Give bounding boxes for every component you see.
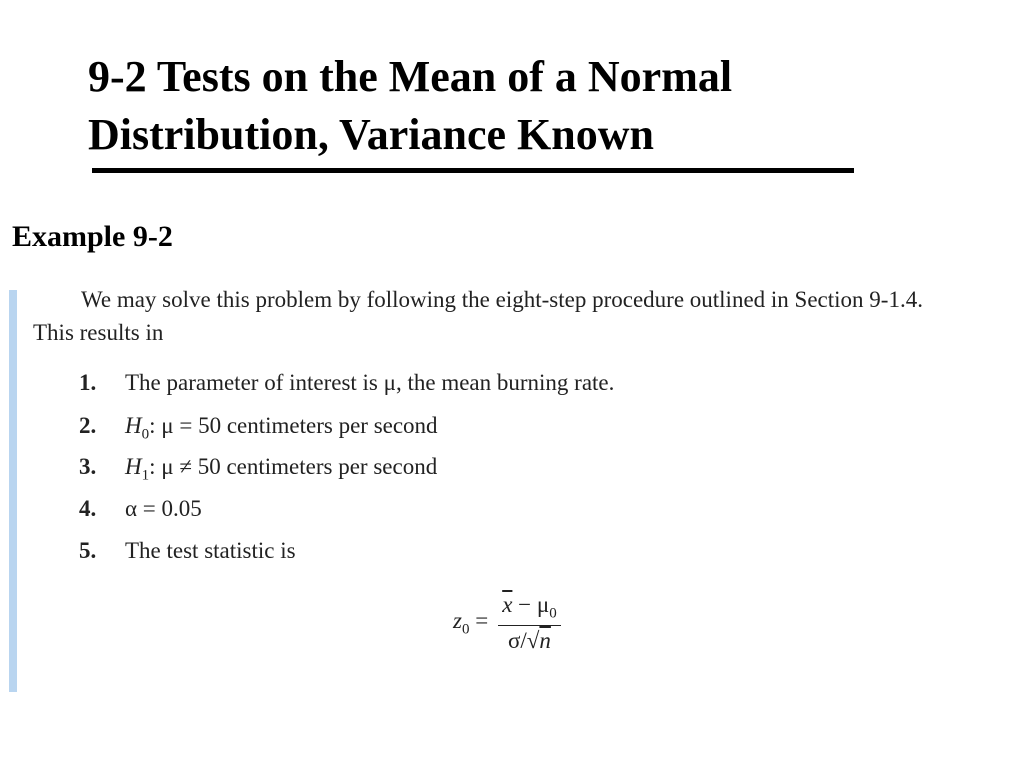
step-number: 2. [79,413,97,438]
intro-text-line-2: This results in [33,320,164,345]
step-2 [79,413,438,444]
example-heading: Example 9-2 [12,220,173,253]
hypothesis-symbol: H [125,454,142,479]
step-4 [79,496,202,522]
formula-denominator [508,626,551,654]
intro-text-line-1: We may solve this problem by following the eight-step procedure outlined in Section 9-1.4. [81,287,923,312]
mu-subscript: 0 [549,605,557,622]
step-number: 3. [79,454,97,479]
step-text: The parameter of interest is μ, the mean burning rate. [125,370,615,395]
step-text-body: : μ ≠ 50 centimeters per second [149,454,438,479]
formula-numerator [498,592,561,626]
step-number: 4. [79,496,97,521]
hypothesis-subscript: 0 [141,426,150,443]
slide-title-line-2: Distribution, Variance Known [88,110,654,159]
side-accent-bar [9,290,17,692]
formula-fraction [498,592,561,654]
step-number: 5. [79,538,97,563]
step-5 [79,538,296,564]
n-symbol: n [539,627,551,653]
hypothesis-subscript: 1 [141,467,150,484]
formula-lhs [453,608,488,639]
xbar-symbol: $\overline{x}$ [502,592,513,617]
minus-mu: − μ [512,592,550,617]
step-text [125,454,437,485]
step-3 [79,454,437,485]
sigma-over-root: σ/√ [507,627,540,653]
test-statistic-formula [453,592,561,654]
step-text: The test statistic is [125,538,296,563]
step-1 [79,370,614,396]
slide-title-line-1: 9-2 Tests on the Mean of a Normal [88,52,733,101]
slide-title [88,48,732,164]
step-text [125,413,438,444]
hypothesis-symbol: H [125,413,142,438]
step-text: α = 0.05 [125,496,202,521]
title-underline [92,168,854,173]
z-subscript: 0 [461,621,470,638]
step-text-body: : μ = 50 centimeters per second [149,413,438,438]
z-symbol: z [453,607,462,633]
step-number: 1. [79,370,97,395]
equals-sign: = [475,607,489,633]
